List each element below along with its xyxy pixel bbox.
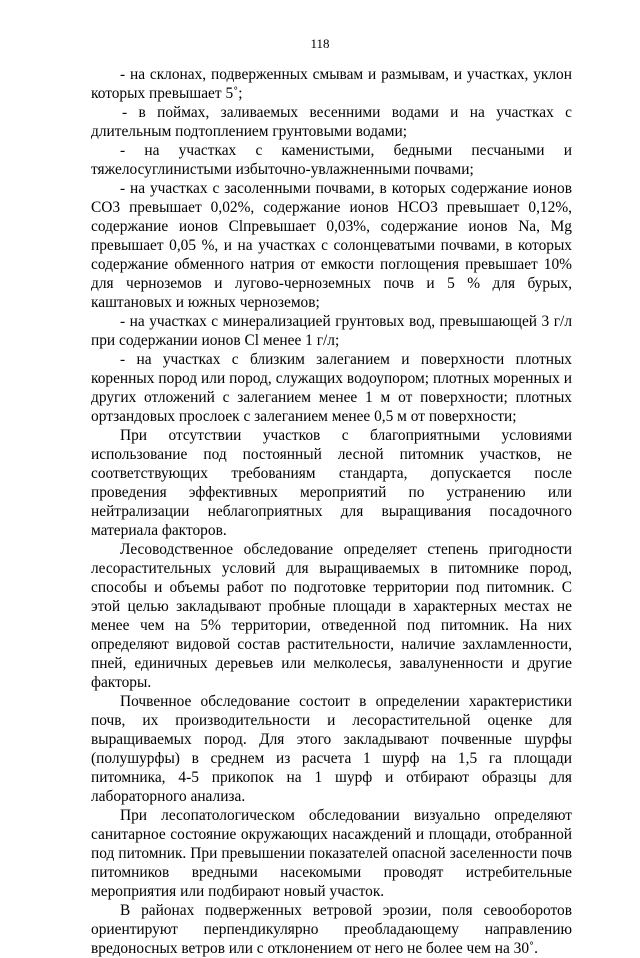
list-item-stony-soils: - на участках с каменистыми, бедными песчаными и тяжелосуглинистыми избыточно-увлажненными почвами; xyxy=(91,142,572,178)
paragraph-soil-survey: Почвенное обследование состоит в определении характеристики почв, их производительности и лесорастительной оценке для выращиваемых пород. Для этого закладывают почвенные шурфы (полушурфы) в среднем из расчета 1 шурф на 1,5 га площади питомника, 4-5 прикопок на 1 шурф и отбирают образцы для лабораторного анализа. xyxy=(91,693,572,805)
paragraph-wind-erosion: В районах подверженных ветровой эрозии, поля севооборотов ориентируют перпендикулярно преобладающему направлению вредоносных ветров или с отклонением от него не более чем на 30˚. xyxy=(91,902,572,957)
list-item-floodplains: - в поймах, заливаемых весенними водами и на участках с длительным подтоплением грунтовыми водами; xyxy=(91,104,572,140)
list-item-saline-soils: - на участках с засоленными почвами, в которых содержание ионов СО3 превышает 0,02%, содержание ионов НСО3 превышает 0,12%, содержание ионов Clпревышает 0,03%, содержание ионов Na, Mg превышает 0,05 %, и на участках с солонцеватыми почвами, в которых содержание обменного натрия от емкости поглощения превышает 10% для черноземов и лугово-черноземных почв и 5 % для бурых, каштановых и южных черноземов; xyxy=(91,180,572,311)
paragraph-silvicultural-survey: Лесоводственное обследование определяет степень пригодности лесорастительных условий для выращиваемых в питомнике пород, способы и объемы работ по подготовке территории под питомник. С этой целью закладывают пробные площади в характерных местах не менее чем на 5% территории, отведенной под питомник. На них определяют видовой состав растительности, наличие захламленности, пней, единичных деревьев или мелколесья, завалуненности и другие факторы. xyxy=(91,541,572,691)
list-item-groundwater: - на участках с минерализацией грунтовых вод, превышающей 3 г/л при содержании ионов Cl менее 1 г/л; xyxy=(91,313,572,349)
page-number: 118 xyxy=(310,36,330,51)
paragraph-alternative-sites: При отсутствии участков с благоприятными условиями использование под постоянный лесной питомник участков, не соответствующих требованиям стандарта, допускается после проведения эффективных мероприятий по устранению или нейтрализации неблагоприятных для выращивания посадочного материала факторов. xyxy=(91,427,572,539)
list-item-slopes: - на склонах, подверженных смывам и размывам, и участках, уклон которых превышает 5˚; xyxy=(91,66,572,102)
list-item-bedrock: - на участках с близким залеганием и поверхности плотных коренных пород или пород, служащих водоупором; плотных моренных и других отложений с залеганием менее 1 м от поверхности; плотных ортзандовых прослоек с залеганием менее 0,5 м от поверхности; xyxy=(91,351,572,425)
page-body xyxy=(91,65,572,958)
paragraph-forest-pathology-survey: При лесопатологическом обследовании визуально определяют санитарное состояние окружающих насаждений и площади, отобранной под питомник. При превышении показателей опасной заселенности почв питомников вредными насекомыми проводят истребительные мероприятия или подбирают новый участок. xyxy=(91,807,572,900)
